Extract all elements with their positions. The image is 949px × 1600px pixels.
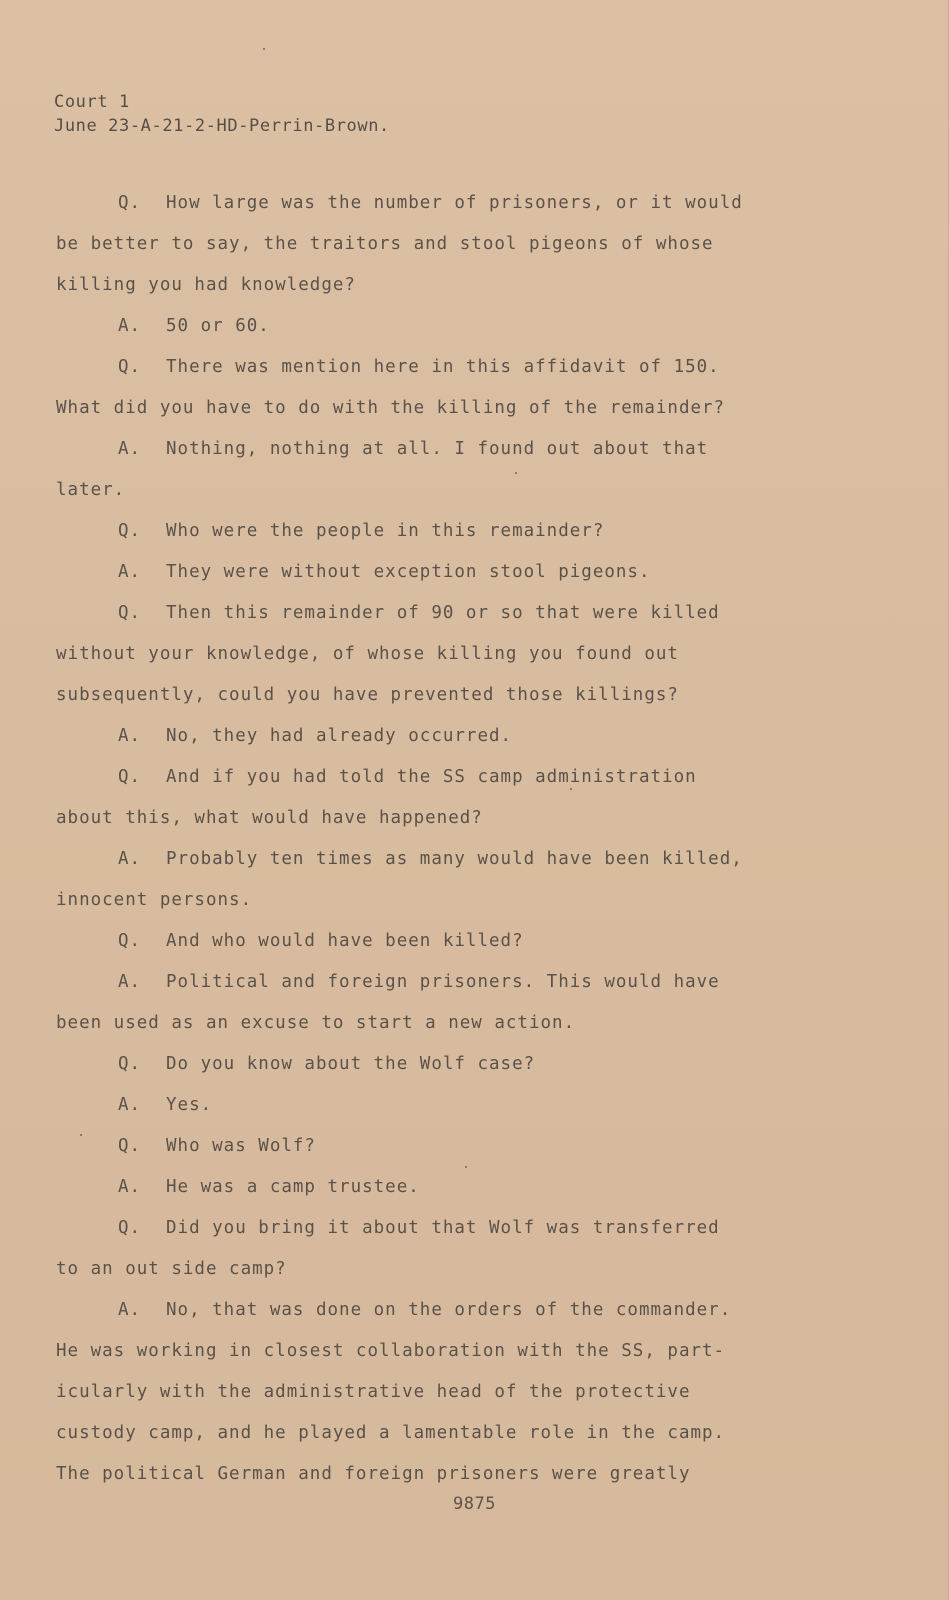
transcript-line: [56, 1249, 896, 1290]
answer-marker: A.: [118, 1177, 142, 1197]
transcript-line: [56, 1372, 896, 1413]
court-line: Court 1: [54, 92, 130, 112]
line-text: He was working in closest collaboration with the SS, part-: [56, 1341, 726, 1361]
answer-marker: A.: [118, 849, 142, 869]
line-text: subsequently, could you have prevented those killings?: [56, 685, 679, 705]
line-text: The political German and foreign prisoners were greatly: [56, 1464, 691, 1484]
line-text: And who would have been killed?: [166, 931, 524, 951]
transcript-line: [56, 962, 896, 1003]
paper-speck: [263, 48, 265, 50]
answer-marker: A.: [118, 1300, 142, 1320]
line-text: be better to say, the traitors and stool pigeons of whose: [56, 234, 714, 254]
line-text: later.: [56, 480, 126, 500]
line-text: How large was the number of prisoners, or it would: [166, 193, 743, 213]
transcript-paragraph: [56, 1085, 896, 1126]
transcript-paragraph: [56, 921, 896, 962]
line-text: What did you have to do with the killing of the remainder?: [56, 398, 726, 418]
answer-marker: A.: [118, 562, 142, 582]
transcript-line: [56, 593, 896, 634]
transcript-line: [56, 1331, 896, 1372]
transcript-line: [56, 798, 896, 839]
document-header: [54, 90, 390, 138]
transcript-line: [56, 388, 896, 429]
paper-speck: [515, 472, 517, 474]
transcript-paragraph: [56, 552, 896, 593]
line-text: been used as an excuse to start a new action.: [56, 1013, 576, 1033]
answer-marker: A.: [118, 972, 142, 992]
transcript-paragraph: [56, 1126, 896, 1167]
paper-speck: [80, 1134, 82, 1136]
transcript-paragraph: [56, 183, 896, 306]
line-text: without your knowledge, of whose killing you found out: [56, 644, 679, 664]
line-text: 50 or 60.: [166, 316, 270, 336]
line-text: Who was Wolf?: [166, 1136, 316, 1156]
line-text: killing you had knowledge?: [56, 275, 356, 295]
transcript-line: [56, 265, 896, 306]
transcript-paragraph: [56, 757, 896, 839]
transcript-paragraph: [56, 962, 896, 1044]
transcript-body: [56, 183, 896, 1495]
answer-marker: A.: [118, 439, 142, 459]
answer-marker: A.: [118, 316, 142, 336]
transcript-line: [56, 470, 896, 511]
transcript-line: [56, 757, 896, 798]
transcript-paragraph: [56, 511, 896, 552]
transcript-line: [56, 1167, 896, 1208]
transcript-line: [56, 1413, 896, 1454]
transcript-paragraph: [56, 1167, 896, 1208]
transcript-line: [56, 1290, 896, 1331]
transcript-line: [56, 429, 896, 470]
line-text: Nothing, nothing at all. I found out about that: [166, 439, 709, 459]
transcript-line: [56, 1126, 896, 1167]
transcript-line: [56, 1044, 896, 1085]
transcript-line: [56, 1454, 896, 1495]
transcript-paragraph: [56, 306, 896, 347]
transcript-line: [56, 921, 896, 962]
line-text: Probably ten times as many would have been killed,: [166, 849, 743, 869]
answer-marker: A.: [118, 726, 142, 746]
transcript-line: [56, 1085, 896, 1126]
line-text: Did you bring it about that Wolf was transferred: [166, 1218, 720, 1238]
transcript-paragraph: [56, 347, 896, 429]
transcript-paragraph: [56, 1044, 896, 1085]
transcript-line: [56, 675, 896, 716]
line-text: He was a camp trustee.: [166, 1177, 420, 1197]
transcript-line: [56, 511, 896, 552]
line-text: custody camp, and he played a lamentable role in the camp.: [56, 1423, 726, 1443]
line-text: innocent persons.: [56, 890, 253, 910]
line-text: There was mention here in this affidavit of 150.: [166, 357, 720, 377]
transcript-line: [56, 1003, 896, 1044]
line-text: about this, what would have happened?: [56, 808, 483, 828]
question-marker: Q.: [118, 1136, 142, 1156]
paper-speck: [465, 1166, 467, 1168]
line-text: No, they had already occurred.: [166, 726, 513, 746]
line-text: They were without exception stool pigeons.: [166, 562, 651, 582]
session-line: June 23-A-21-2-HD-Perrin-Brown.: [54, 116, 390, 136]
line-text: No, that was done on the orders of the commander.: [166, 1300, 732, 1320]
transcript-paragraph: [56, 429, 896, 511]
transcript-line: [56, 306, 896, 347]
transcript-paragraph: [56, 716, 896, 757]
line-text: to an out side camp?: [56, 1259, 287, 1279]
line-text: icularly with the administrative head of the protective: [56, 1382, 691, 1402]
line-text: And if you had told the SS camp administration: [166, 767, 697, 787]
line-text: Yes.: [166, 1095, 213, 1115]
transcript-line: [56, 1208, 896, 1249]
transcript-line: [56, 183, 896, 224]
line-text: Then this remainder of 90 or so that were killed: [166, 603, 720, 623]
line-text: Political and foreign prisoners. This would have: [166, 972, 720, 992]
transcript-line: [56, 224, 896, 265]
transcript-line: [56, 347, 896, 388]
transcript-paragraph: [56, 1290, 896, 1495]
question-marker: Q.: [118, 357, 142, 377]
question-marker: Q.: [118, 1218, 142, 1238]
question-marker: Q.: [118, 521, 142, 541]
transcript-line: [56, 552, 896, 593]
line-text: Who were the people in this remainder?: [166, 521, 605, 541]
transcript-paragraph: [56, 1208, 896, 1290]
question-marker: Q.: [118, 193, 142, 213]
transcript-paragraph: [56, 839, 896, 921]
transcript-line: [56, 634, 896, 675]
paper-speck: [570, 788, 572, 790]
question-marker: Q.: [118, 603, 142, 623]
line-text: Do you know about the Wolf case?: [166, 1054, 536, 1074]
question-marker: Q.: [118, 931, 142, 951]
transcript-line: [56, 880, 896, 921]
transcript-line: [56, 716, 896, 757]
transcript-paragraph: [56, 593, 896, 716]
question-marker: Q.: [118, 767, 142, 787]
question-marker: Q.: [118, 1054, 142, 1074]
page-number: 9875: [453, 1494, 496, 1514]
answer-marker: A.: [118, 1095, 142, 1115]
transcript-line: [56, 839, 896, 880]
